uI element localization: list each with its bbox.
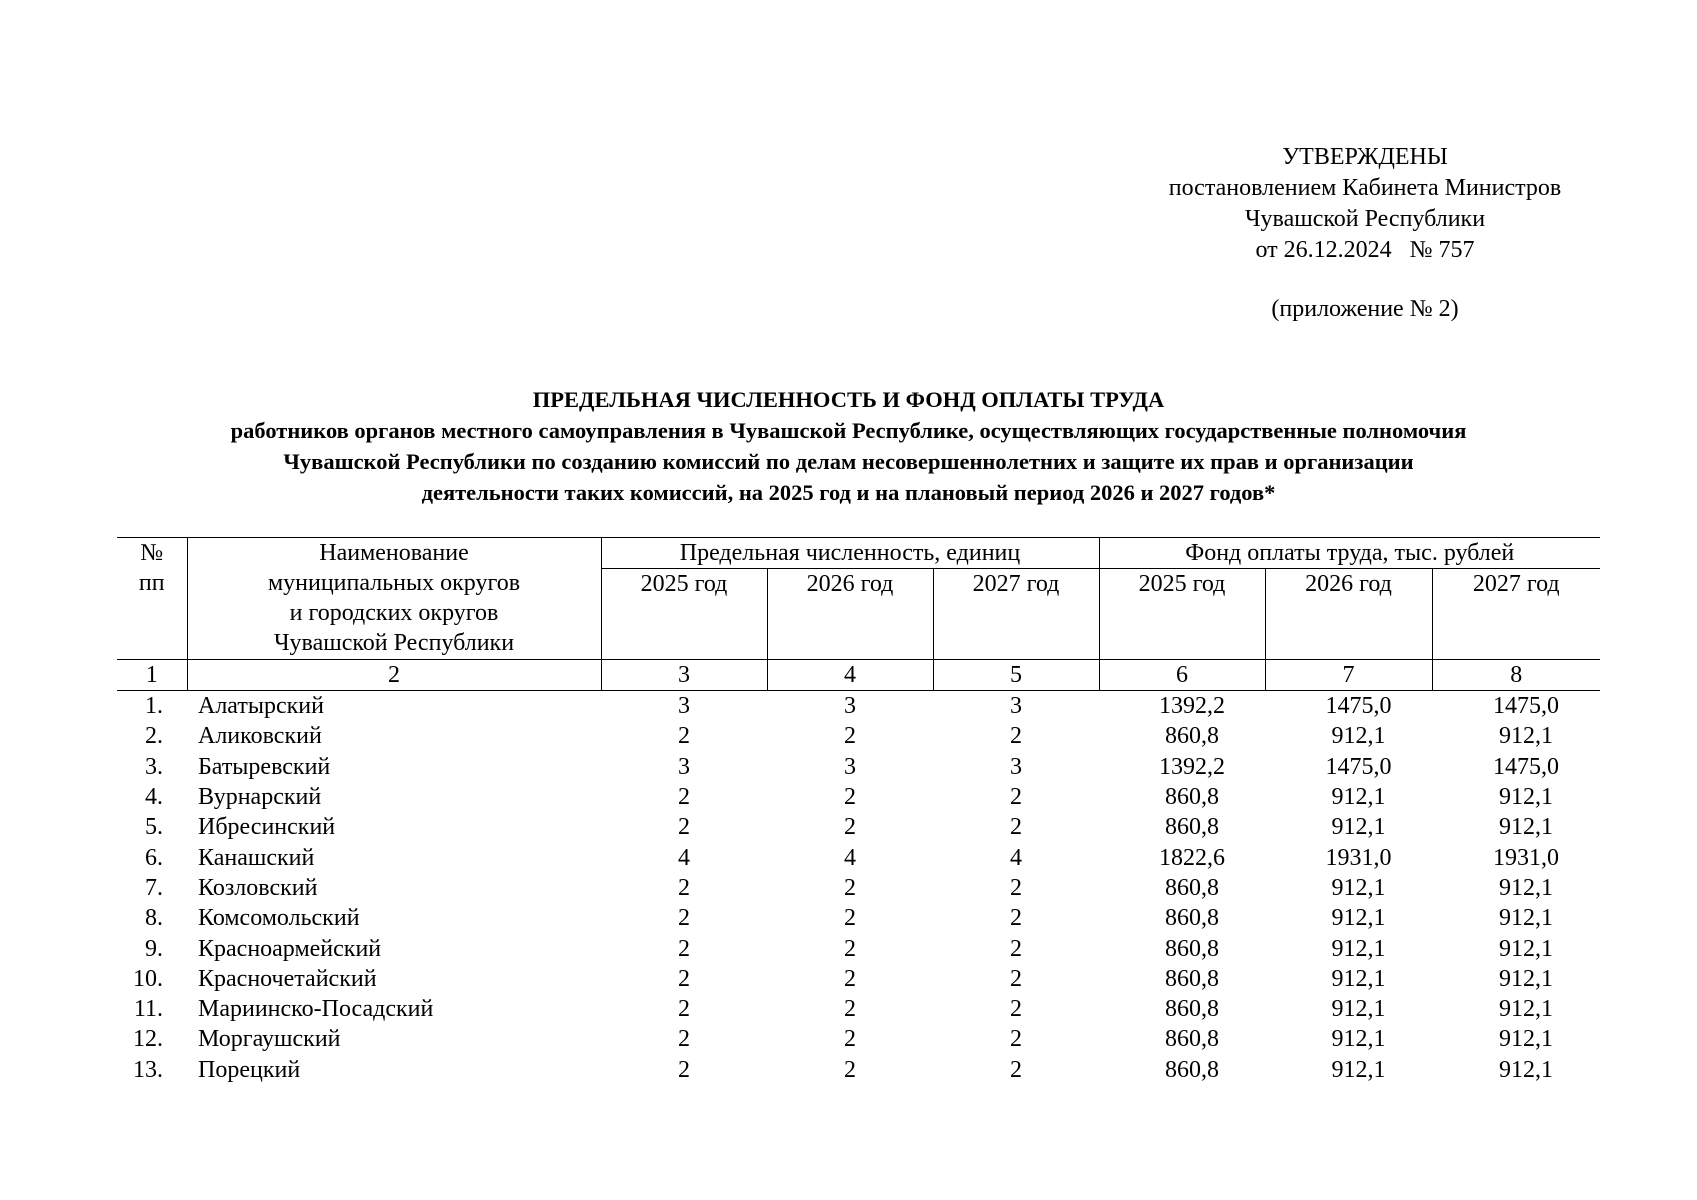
title-line-4: деятельности таких комиссий, на 2025 год и на плановый период 2026 и 2027 годов*: [421, 480, 1276, 505]
row-number: 13.: [133, 1056, 163, 1083]
fund-2026: 912,1: [1331, 723, 1386, 750]
title-line-3: Чувашской Республики по созданию комиссий по делам несовершеннолетних и защите их прав и организации: [283, 449, 1414, 474]
headcount-2027: 2: [1010, 996, 1022, 1023]
headcount-2025: 3: [678, 753, 690, 780]
fund-2027: 912,1: [1499, 965, 1554, 992]
header-year: 2025 год: [601, 569, 767, 660]
column-number-row: [117, 660, 1600, 691]
table-row: [117, 964, 1600, 994]
fund-2027: 1475,0: [1493, 753, 1560, 780]
fund-2025: 860,8: [1165, 905, 1219, 932]
fund-2027: 912,1: [1499, 1056, 1554, 1083]
fund-2026: 912,1: [1331, 784, 1386, 811]
header-headcount-group: Предельная численность, единиц: [601, 538, 1099, 569]
headcount-2025: 3: [678, 693, 690, 720]
column-number: 1: [117, 660, 187, 691]
headcount-2026: 4: [844, 844, 856, 871]
municipality-name: Мариинско-Посадский: [198, 996, 434, 1023]
municipality-name: Вурнарский: [198, 784, 322, 811]
fund-2025: 860,8: [1165, 1026, 1219, 1053]
column-number: 3: [601, 660, 767, 691]
table-row: [117, 873, 1600, 903]
fund-2027: 912,1: [1499, 935, 1554, 962]
headcount-2025: 2: [678, 965, 690, 992]
headcount-2027: 2: [1010, 723, 1022, 750]
municipality-name: Козловский: [198, 874, 318, 901]
fund-2026: 1931,0: [1325, 844, 1392, 871]
column-number: 4: [767, 660, 933, 691]
headcount-2026: 2: [844, 814, 856, 841]
row-number: 7.: [145, 874, 163, 901]
headcount-2027: 4: [1010, 844, 1022, 871]
municipality-name: Батыревский: [198, 753, 331, 780]
municipality-name: Канашский: [198, 844, 315, 871]
table-row: [117, 721, 1600, 751]
headcount-2025: 2: [678, 905, 690, 932]
header-year: 2027 год: [933, 569, 1099, 660]
fund-2026: 912,1: [1331, 996, 1386, 1023]
headcount-2026: 2: [844, 905, 856, 932]
headcount-2025: 2: [678, 784, 690, 811]
fund-2026: 912,1: [1331, 1056, 1386, 1083]
headcount-2026: 2: [844, 1026, 856, 1053]
row-number: 5.: [145, 814, 163, 841]
headcount-2027: 3: [1010, 753, 1022, 780]
approval-spacer: [1150, 266, 1580, 294]
header-name: Наименование муниципальных округов и городских округов Чувашской Республики: [187, 538, 601, 660]
fund-2025: 860,8: [1165, 965, 1219, 992]
fund-2027: 1475,0: [1493, 693, 1560, 720]
headcount-2026: 2: [844, 965, 856, 992]
table-row: [117, 1055, 1600, 1085]
header-year: 2027 год: [1432, 569, 1600, 660]
title-line-2: работников органов местного самоуправления в Чувашской Республике, осуществляющих государственные полномочия: [230, 418, 1467, 443]
fund-2025: 860,8: [1165, 784, 1219, 811]
fund-2027: 912,1: [1499, 1026, 1554, 1053]
row-number: 10.: [133, 965, 163, 992]
title-line-1: ПРЕДЕЛЬНАЯ ЧИСЛЕННОСТЬ И ФОНД ОПЛАТЫ ТРУДА: [532, 387, 1165, 412]
approval-heading: УТВЕРЖДЕНЫ: [1282, 144, 1448, 170]
headcount-2025: 2: [678, 996, 690, 1023]
fund-2026: 912,1: [1331, 905, 1386, 932]
fund-2026: 912,1: [1331, 1026, 1386, 1053]
header-year: 2026 год: [767, 569, 933, 660]
municipality-name: Алатырский: [198, 693, 324, 720]
column-number: 2: [187, 660, 601, 691]
table-row: [117, 752, 1600, 782]
fund-2027: 912,1: [1499, 905, 1554, 932]
fund-2025: 860,8: [1165, 874, 1219, 901]
fund-2025: 860,8: [1165, 814, 1219, 841]
header-number: № пп: [117, 538, 187, 660]
fund-2027: 912,1: [1499, 814, 1554, 841]
municipality-name: Моргаушский: [198, 1026, 341, 1053]
fund-2026: 912,1: [1331, 935, 1386, 962]
row-number: 1.: [145, 693, 163, 720]
row-number: 9.: [145, 935, 163, 962]
headcount-2026: 2: [844, 935, 856, 962]
municipality-name: Аликовский: [198, 723, 322, 750]
headcount-2027: 2: [1010, 965, 1022, 992]
fund-2027: 1931,0: [1493, 844, 1560, 871]
fund-2027: 912,1: [1499, 723, 1554, 750]
headcount-2025: 4: [678, 844, 690, 871]
municipality-name: Порецкий: [198, 1056, 301, 1083]
headcount-2025: 2: [678, 814, 690, 841]
appendix-label: (приложение № 2): [1271, 296, 1459, 322]
headcount-2026: 2: [844, 874, 856, 901]
fund-2026: 1475,0: [1325, 753, 1392, 780]
fund-2027: 912,1: [1499, 874, 1554, 901]
table-row: [117, 691, 1600, 722]
headcount-2025: 2: [678, 723, 690, 750]
fund-2025: 860,8: [1165, 996, 1219, 1023]
table-row: [117, 842, 1600, 872]
table-row: [117, 812, 1600, 842]
headcount-2026: 2: [844, 1056, 856, 1083]
fund-2026: 912,1: [1331, 874, 1386, 901]
row-number: 8.: [145, 905, 163, 932]
approval-republic: Чувашской Республики: [1244, 206, 1486, 232]
staffing-table: [117, 537, 1600, 1085]
municipality-name: Красночетайский: [198, 965, 377, 992]
column-number: 8: [1432, 660, 1600, 691]
fund-2025: 860,8: [1165, 1056, 1219, 1083]
headcount-2027: 3: [1010, 693, 1022, 720]
table-row: [117, 903, 1600, 933]
row-number: 12.: [133, 1026, 163, 1053]
headcount-2025: 2: [678, 1056, 690, 1083]
headcount-2027: 2: [1010, 1056, 1022, 1083]
headcount-2026: 3: [844, 693, 856, 720]
fund-2025: 1822,6: [1159, 844, 1225, 871]
headcount-2027: 2: [1010, 935, 1022, 962]
municipality-name: Красноармейский: [198, 935, 382, 962]
fund-2025: 1392,2: [1159, 693, 1225, 720]
fund-2027: 912,1: [1499, 784, 1554, 811]
row-number: 2.: [145, 723, 163, 750]
headcount-2027: 2: [1010, 905, 1022, 932]
headcount-2027: 2: [1010, 784, 1022, 811]
header-row-groups: [117, 538, 1600, 569]
headcount-2025: 2: [678, 874, 690, 901]
headcount-2025: 2: [678, 1026, 690, 1053]
approval-date-number: от 26.12.2024 № 757: [1255, 237, 1475, 263]
fund-2025: 860,8: [1165, 935, 1219, 962]
headcount-2027: 2: [1010, 1026, 1022, 1053]
column-number: 6: [1099, 660, 1265, 691]
fund-2027: 912,1: [1499, 996, 1554, 1023]
column-number: 7: [1265, 660, 1432, 691]
fund-2026: 1475,0: [1325, 693, 1392, 720]
table-row: [117, 782, 1600, 812]
header-year: 2026 год: [1265, 569, 1432, 660]
headcount-2026: 2: [844, 723, 856, 750]
table-row: [117, 933, 1600, 963]
fund-2025: 1392,2: [1159, 753, 1225, 780]
headcount-2027: 2: [1010, 874, 1022, 901]
headcount-2026: 2: [844, 996, 856, 1023]
table-row: [117, 994, 1600, 1024]
table-row: [117, 1024, 1600, 1054]
fund-2025: 860,8: [1165, 723, 1219, 750]
headcount-2026: 3: [844, 753, 856, 780]
headcount-2026: 2: [844, 784, 856, 811]
column-number: 5: [933, 660, 1099, 691]
row-number: 4.: [145, 784, 163, 811]
header-fund-group: Фонд оплаты труда, тыс. рублей: [1099, 538, 1600, 569]
row-number: 11.: [133, 996, 163, 1023]
row-number: 3.: [145, 753, 163, 780]
headcount-2027: 2: [1010, 814, 1022, 841]
header-year: 2025 год: [1099, 569, 1265, 660]
municipality-name: Комсомольский: [198, 905, 360, 932]
municipality-name: Ибресинский: [198, 814, 336, 841]
document-title: [80, 384, 1617, 508]
row-number: 6.: [145, 844, 163, 871]
table-body: [117, 691, 1600, 1085]
approval-issuer: постановлением Кабинета Министров: [1168, 175, 1562, 201]
fund-2026: 912,1: [1331, 965, 1386, 992]
approval-block: [1150, 142, 1580, 325]
fund-2026: 912,1: [1331, 814, 1386, 841]
headcount-2025: 2: [678, 935, 690, 962]
